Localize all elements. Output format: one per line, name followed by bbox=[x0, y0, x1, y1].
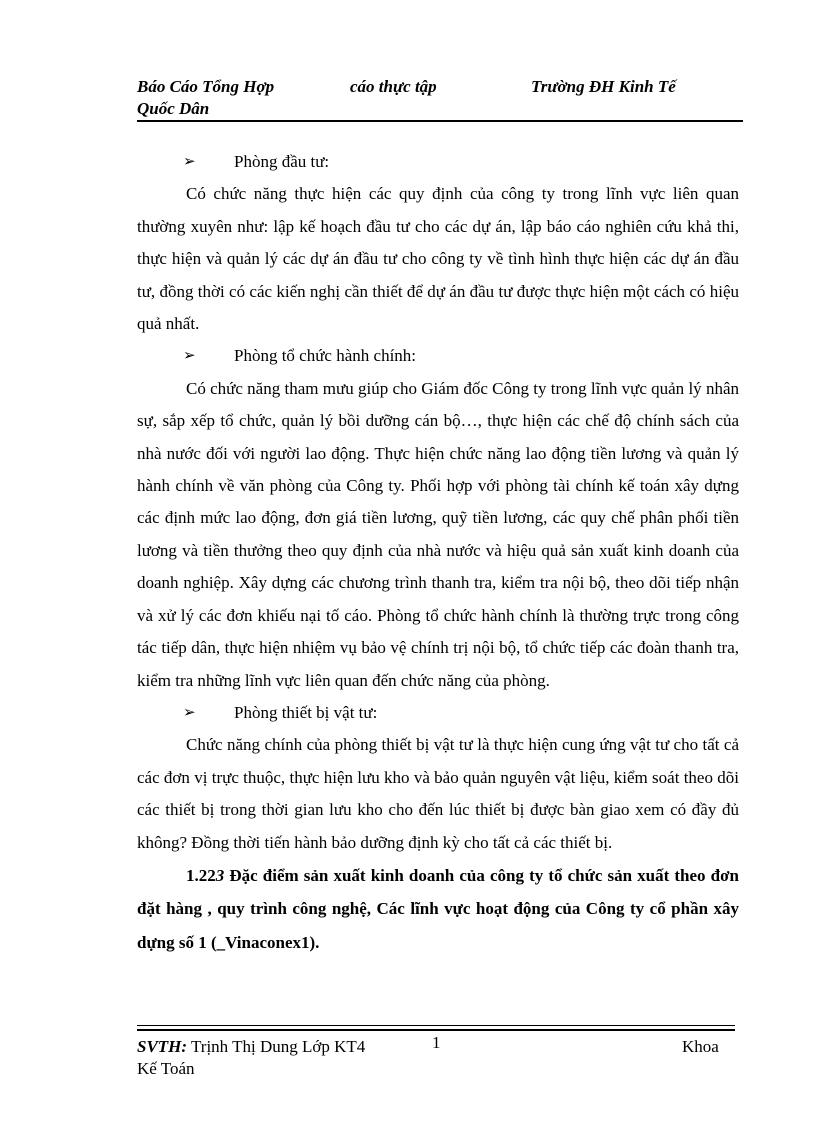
footer-faculty: Khoa bbox=[682, 1037, 719, 1056]
bullet-arrow-icon: ➢ bbox=[183, 704, 196, 721]
page-header bbox=[137, 76, 743, 122]
footer-department: Kế Toán bbox=[137, 1059, 195, 1078]
section-heading-text: Phòng thiết bị vật tư: bbox=[234, 702, 378, 722]
subsection-number-italic: 3 bbox=[215, 865, 225, 885]
section-heading-equipment bbox=[137, 697, 739, 729]
section-heading-text: Phòng đầu tư: bbox=[234, 152, 330, 171]
header-university: Trường ĐH Kinh Tế bbox=[531, 77, 676, 96]
subsection-number: 1.22 bbox=[186, 865, 216, 885]
header-divider bbox=[137, 120, 743, 122]
bullet-arrow-icon: ➢ bbox=[183, 154, 196, 170]
footer-divider-thick bbox=[137, 1029, 735, 1031]
footer-svth-label: SVTH: bbox=[137, 1037, 188, 1056]
page-number: 1 bbox=[432, 1033, 441, 1052]
footer-student-info bbox=[137, 1036, 365, 1058]
section-body-investment: Có chức năng thực hiện các quy định của công ty trong lĩnh vực liên quan thường xuyên như: lập kế hoạch đầu tư cho các dự án, lập báo cáo nghiên cứu khả thi, thực hiện và quản lý các dự án đầu tư cho công ty về tình hình thực hiện các dự án đầu tư, đồng thời có các kiến nghị cần thiết để dự án đầu tư được thực hiện một cách có hiệu quả nhất. bbox=[137, 184, 739, 334]
header-university-line2: Quốc Dân bbox=[137, 99, 210, 118]
footer-divider-thin bbox=[137, 1025, 735, 1026]
subsection-title: Đặc điểm sản xuất kinh doanh của công ty tổ chức sản xuất theo đơn đặt hàng , quy trình công nghệ, Các lĩnh vực hoạt động của Công ty cổ phần xây dựng số 1 (_Vinaconex1). bbox=[137, 865, 739, 952]
page-footer bbox=[137, 1033, 727, 1080]
section-body-administration: Có chức năng tham mưu giúp cho Giám đốc Công ty trong lĩnh vực quản lý nhân sự, sắp xếp tổ chức, quản lý bồi dưỡng cán bộ…, thực hiện các chế độ chính sách của nhà nước đối với người lao động. Thực hiện chức năng lao động tiền lương và quản lý hành chính về văn phòng của Công ty. Phối hợp với phòng tài chính kế toán xây dựng các định mức lao động, đơn giá tiền lương, quỹ tiền lương, các quy chế phân phối tiền lương và tiền thưởng theo quy định của nhà nước và hiệu quả sản xuất kinh doanh của doanh nghiệp. Xây dựng các chương trình thanh tra, kiểm tra nội bộ, theo dõi tiếp nhận và xử lý các đơn khiếu nại tố cáo. Phòng tổ chức hành chính là thường trực trong công tác tiếp dân, thực hiện nhiệm vụ bảo vệ chính trị nội bộ, tổ chức tiếp các đoàn thanh tra, kiểm tra những lĩnh vực liên quan đến chức năng của phòng. bbox=[137, 378, 739, 690]
header-report-subtitle: cáo thực tập bbox=[350, 77, 437, 96]
bullet-arrow-icon: ➢ bbox=[183, 348, 196, 365]
section-heading-administration bbox=[137, 340, 739, 372]
subsection-heading bbox=[137, 859, 739, 960]
header-report-title: Báo Cáo Tổng Hợp bbox=[137, 77, 275, 96]
section-heading-text: Phòng tổ chức hành chính: bbox=[234, 346, 417, 366]
page-body bbox=[137, 146, 739, 959]
section-body-equipment: Chức năng chính của phòng thiết bị vật tư là thực hiện cung ứng vật tư cho tất cả các đơn vị trực thuộc, thực hiện lưu kho và bảo quản nguyên vật liệu, kiểm soát theo dõi các thiết bị trong thời gian lưu kho cho đến lúc thiết bị được bàn giao xem có đầy đủ không? Đồng thời tiến hành bảo dưỡng định kỳ cho tất cả các thiết bị. bbox=[137, 735, 739, 852]
footer-student-name: Trịnh Thị Dung Lớp KT4 bbox=[187, 1037, 366, 1056]
section-heading-investment bbox=[137, 146, 739, 178]
